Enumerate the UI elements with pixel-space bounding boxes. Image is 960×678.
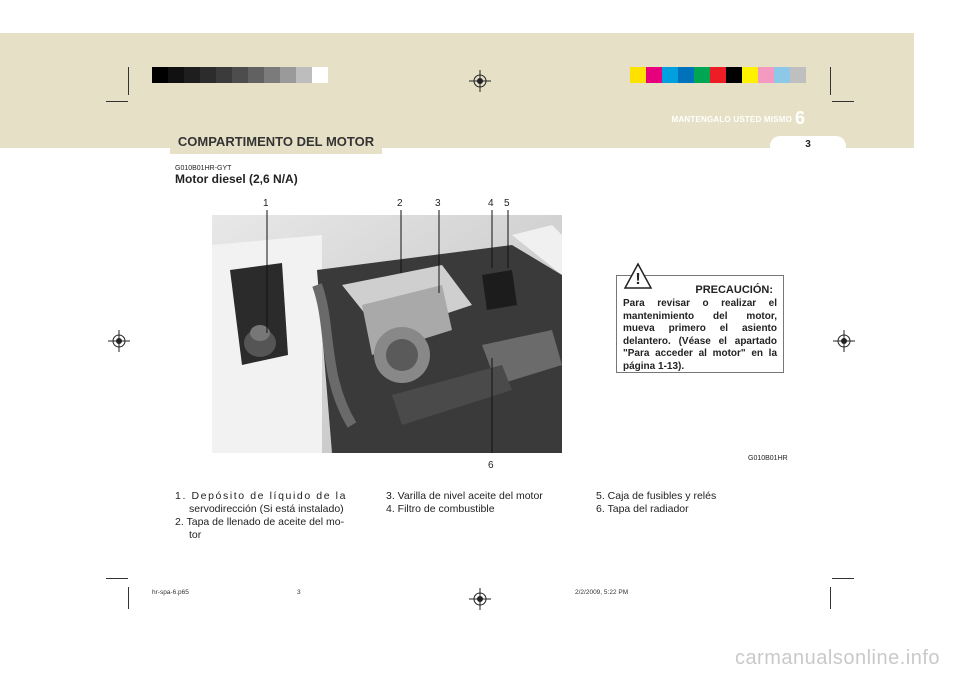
crop-mark [832,578,854,579]
page-number: 3 [805,139,811,150]
list-item: 5. Caja de fusibles y relés [596,490,717,502]
crop-mark [128,67,129,95]
watermark-text: carmanualsonline.info [734,647,940,669]
warning-icon [623,262,653,290]
section-title: COMPARTIMENTO DEL MOTOR [177,134,375,149]
caution-box [616,271,784,373]
header-band [0,33,914,148]
list-item: 4. Filtro de combustible [386,503,495,515]
caution-body: Para revisar o realizar el mantenimiento del motor, mueva primero el asiento delantero. (Véase el apartado "Para acceder al motor" en la página 1-13). [623,298,777,372]
callout-leader-lines [212,198,562,468]
chapter-number: 6 [795,108,806,128]
parts-list-column-1 [175,490,365,542]
figure-code-top: G010B01HR-GYT [175,165,232,172]
crop-mark [106,101,128,102]
figure-heading: Motor diesel (2,6 N/A) [175,172,298,186]
registration-mark-icon [469,70,491,92]
registration-mark-icon [469,588,491,610]
crop-mark [830,67,831,95]
footer-page: 3 [297,589,301,596]
crop-mark [830,587,831,609]
caution-title: PRECAUCIÓN: [695,284,773,296]
crop-mark [128,587,129,609]
registration-mark-icon [108,330,130,352]
callout-number: 6 [488,460,494,471]
callout-number: 4 [488,198,494,209]
callout-number: 1 [263,198,269,209]
parts-list-column-2 [386,490,586,516]
crop-mark [832,101,854,102]
list-item: 3. Varilla de nivel aceite del motor [386,490,543,502]
list-item: 1. Depósito de líquido de la [175,490,348,502]
registration-mark-icon [833,330,855,352]
color-calibration-bar [630,67,806,83]
chapter-label: MANTENGALO USTED MISMO [671,115,792,124]
callout-number: 3 [435,198,441,209]
figure-code-bottom: G010B01HR [748,455,788,462]
callout-number: 2 [397,198,403,209]
section-title-tab [170,130,382,154]
svg-text:!: ! [635,271,641,288]
parts-list-column-3 [596,490,776,516]
page-number-tab [770,136,846,154]
callout-number: 5 [504,198,510,209]
footer-file: hr-spa-6.p65 [152,589,189,596]
crop-mark [106,578,128,579]
footer-date: 2/2/2009, 5:22 PM [575,589,629,596]
list-item: 2. Tapa de llenado de aceite del mo- [175,516,345,528]
list-item-continued: servodirección (Si está instalado) [189,503,344,515]
gray-calibration-bar [152,67,328,83]
list-item-continued: tor [189,529,202,541]
list-item: 6. Tapa del radiador [596,503,689,515]
